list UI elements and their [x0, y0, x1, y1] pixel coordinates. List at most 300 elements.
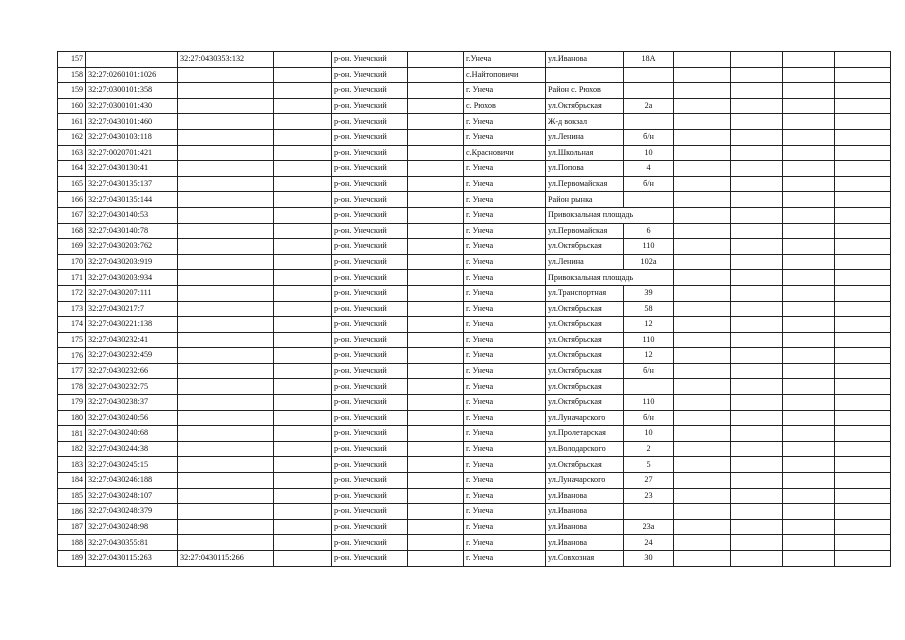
land-register-table — [57, 51, 891, 567]
empty-cell — [674, 426, 731, 442]
cadastral-number-cell: 32:27:0430135:144 — [86, 192, 178, 208]
empty-cell — [674, 67, 731, 83]
settlement-cell: г. Унеча — [464, 270, 546, 286]
settlement-cell: г. Унеча — [464, 223, 546, 239]
empty-cell — [408, 114, 464, 130]
cadastral-number-cell: 32:27:0430140:78 — [86, 223, 178, 239]
empty-cell — [783, 301, 835, 317]
table-row — [58, 176, 891, 192]
district-cell: р-он. Унечский — [332, 488, 408, 504]
empty-cell — [274, 535, 332, 551]
empty-cell — [731, 223, 783, 239]
empty-cell — [731, 426, 783, 442]
street-cell: Привокзальная площадь — [546, 207, 674, 223]
empty-cell — [731, 441, 783, 457]
empty-cell — [674, 83, 731, 99]
row-number-cell: 189 — [58, 551, 86, 567]
empty-cell — [783, 348, 835, 364]
empty-cell — [835, 426, 891, 442]
related-cadastral-cell — [178, 239, 274, 255]
cadastral-number-cell: 32:27:0430246:188 — [86, 473, 178, 489]
table-row — [58, 426, 891, 442]
empty-cell — [674, 129, 731, 145]
empty-cell — [731, 83, 783, 99]
empty-cell — [408, 519, 464, 535]
empty-cell — [835, 285, 891, 301]
empty-cell — [408, 395, 464, 411]
house-number-cell: 102а — [624, 254, 674, 270]
settlement-cell: г. Унеча — [464, 176, 546, 192]
empty-cell — [674, 207, 731, 223]
cadastral-number-cell: 32:27:0430115:263 — [86, 551, 178, 567]
row-number-cell: 181 — [58, 426, 86, 442]
empty-cell — [783, 363, 835, 379]
row-number-cell: 162 — [58, 129, 86, 145]
empty-cell — [274, 254, 332, 270]
related-cadastral-cell — [178, 504, 274, 520]
empty-cell — [408, 83, 464, 99]
house-number-cell: 24 — [624, 535, 674, 551]
table-row — [58, 192, 891, 208]
street-cell: Ж-д вокзал — [546, 114, 624, 130]
table-row — [58, 98, 891, 114]
empty-cell — [783, 207, 835, 223]
empty-cell — [783, 67, 835, 83]
district-cell: р-он. Унечский — [332, 98, 408, 114]
street-cell: ул.Транспортная — [546, 285, 624, 301]
row-number-cell: 159 — [58, 83, 86, 99]
empty-cell — [731, 332, 783, 348]
settlement-cell: с.Найтоповичи — [464, 67, 546, 83]
empty-cell — [274, 301, 332, 317]
row-number-cell: 179 — [58, 395, 86, 411]
empty-cell — [674, 363, 731, 379]
house-number-cell: б/н — [624, 176, 674, 192]
related-cadastral-cell — [178, 83, 274, 99]
district-cell: р-он. Унечский — [332, 473, 408, 489]
empty-cell — [731, 363, 783, 379]
table-row — [58, 535, 891, 551]
row-number-cell: 183 — [58, 457, 86, 473]
cadastral-number-cell: 32:27:0430244:38 — [86, 441, 178, 457]
district-cell: р-он. Унечский — [332, 317, 408, 333]
district-cell: р-он. Унечский — [332, 176, 408, 192]
house-number-cell: 110 — [624, 395, 674, 411]
empty-cell — [408, 348, 464, 364]
empty-cell — [408, 145, 464, 161]
cadastral-number-cell: 32:27:0430103:118 — [86, 129, 178, 145]
empty-cell — [274, 488, 332, 504]
row-number-cell: 161 — [58, 114, 86, 130]
cadastral-number-cell: 32:27:0430232:66 — [86, 363, 178, 379]
related-cadastral-cell — [178, 348, 274, 364]
empty-cell — [835, 301, 891, 317]
house-number-cell: 110 — [624, 239, 674, 255]
empty-cell — [783, 254, 835, 270]
cadastral-number-cell: 32:27:0430140:53 — [86, 207, 178, 223]
street-cell: ул.Володарского — [546, 441, 624, 457]
empty-cell — [783, 410, 835, 426]
empty-cell — [783, 145, 835, 161]
empty-cell — [783, 441, 835, 457]
district-cell: р-он. Унечский — [332, 207, 408, 223]
table-row — [58, 239, 891, 255]
street-cell: ул.Октябрьская — [546, 317, 624, 333]
empty-cell — [783, 395, 835, 411]
house-number-cell: 18А — [624, 52, 674, 68]
street-cell: Район с. Рюхов — [546, 83, 624, 99]
street-cell: ул.Луначарского — [546, 410, 624, 426]
cadastral-number-cell — [86, 52, 178, 68]
empty-cell — [835, 473, 891, 489]
cadastral-number-cell: 32:27:0430232:75 — [86, 379, 178, 395]
empty-cell — [731, 395, 783, 411]
empty-cell — [835, 317, 891, 333]
row-number-cell: 164 — [58, 161, 86, 177]
related-cadastral-cell — [178, 473, 274, 489]
empty-cell — [731, 114, 783, 130]
empty-cell — [783, 332, 835, 348]
empty-cell — [783, 52, 835, 68]
settlement-cell: г. Унеча — [464, 457, 546, 473]
settlement-cell: с.Красновичи — [464, 145, 546, 161]
empty-cell — [674, 410, 731, 426]
empty-cell — [835, 145, 891, 161]
district-cell: р-он. Унечский — [332, 67, 408, 83]
row-number-cell: 170 — [58, 254, 86, 270]
related-cadastral-cell — [178, 488, 274, 504]
row-number-cell: 168 — [58, 223, 86, 239]
table-row — [58, 410, 891, 426]
empty-cell — [783, 161, 835, 177]
house-number-cell: 10 — [624, 145, 674, 161]
empty-cell — [274, 207, 332, 223]
district-cell: р-он. Унечский — [332, 457, 408, 473]
related-cadastral-cell — [178, 145, 274, 161]
empty-cell — [674, 535, 731, 551]
empty-cell — [408, 504, 464, 520]
settlement-cell: г. Унеча — [464, 441, 546, 457]
empty-cell — [835, 161, 891, 177]
cadastral-number-cell: 32:27:0300101:430 — [86, 98, 178, 114]
empty-cell — [274, 551, 332, 567]
empty-cell — [274, 129, 332, 145]
street-cell: ул.Ленина — [546, 129, 624, 145]
cadastral-number-cell: 32:27:0430238:37 — [86, 395, 178, 411]
empty-cell — [274, 519, 332, 535]
settlement-cell: г. Унеча — [464, 114, 546, 130]
cadastral-number-cell: 32:27:0430207:111 — [86, 285, 178, 301]
empty-cell — [731, 317, 783, 333]
empty-cell — [731, 239, 783, 255]
table-row — [58, 270, 891, 286]
empty-cell — [835, 67, 891, 83]
cadastral-number-cell: 32:27:0430240:56 — [86, 410, 178, 426]
empty-cell — [674, 395, 731, 411]
empty-cell — [274, 332, 332, 348]
empty-cell — [731, 535, 783, 551]
empty-cell — [674, 98, 731, 114]
empty-cell — [783, 379, 835, 395]
related-cadastral-cell — [178, 519, 274, 535]
street-cell: Район рынка — [546, 192, 624, 208]
table-row — [58, 285, 891, 301]
empty-cell — [408, 363, 464, 379]
row-number-cell: 165 — [58, 176, 86, 192]
table-row — [58, 488, 891, 504]
empty-cell — [674, 254, 731, 270]
empty-cell — [731, 67, 783, 83]
table-row — [58, 52, 891, 68]
related-cadastral-cell — [178, 332, 274, 348]
related-cadastral-cell — [178, 285, 274, 301]
cadastral-number-cell: 32:27:0020701:421 — [86, 145, 178, 161]
empty-cell — [731, 98, 783, 114]
empty-cell — [674, 301, 731, 317]
cadastral-number-cell: 32:27:0430248:107 — [86, 488, 178, 504]
row-number-cell: 166 — [58, 192, 86, 208]
empty-cell — [783, 473, 835, 489]
street-cell: ул.Октябрьская — [546, 301, 624, 317]
empty-cell — [674, 317, 731, 333]
row-number-cell: 160 — [58, 98, 86, 114]
empty-cell — [731, 410, 783, 426]
house-number-cell — [624, 67, 674, 83]
table-row — [58, 363, 891, 379]
house-number-cell: 5 — [624, 457, 674, 473]
district-cell: р-он. Унечский — [332, 83, 408, 99]
cadastral-number-cell: 32:27:0430130:41 — [86, 161, 178, 177]
district-cell: р-он. Унечский — [332, 504, 408, 520]
street-cell: ул.Иванова — [546, 535, 624, 551]
table-row — [58, 129, 891, 145]
empty-cell — [835, 129, 891, 145]
related-cadastral-cell — [178, 254, 274, 270]
empty-cell — [674, 145, 731, 161]
empty-cell — [674, 551, 731, 567]
street-cell: ул.Иванова — [546, 52, 624, 68]
empty-cell — [783, 488, 835, 504]
settlement-cell: г. Унеча — [464, 410, 546, 426]
district-cell: р-он. Унечский — [332, 395, 408, 411]
empty-cell — [731, 129, 783, 145]
cadastral-number-cell: 32:27:0430221:138 — [86, 317, 178, 333]
cadastral-number-cell: 32:27:0260101:1026 — [86, 67, 178, 83]
table-row — [58, 332, 891, 348]
table-body — [58, 52, 891, 567]
empty-cell — [835, 488, 891, 504]
table-row — [58, 395, 891, 411]
empty-cell — [835, 379, 891, 395]
cadastral-number-cell: 32:27:0430232:41 — [86, 332, 178, 348]
empty-cell — [408, 52, 464, 68]
row-number-cell: 172 — [58, 285, 86, 301]
empty-cell — [674, 519, 731, 535]
related-cadastral-cell — [178, 457, 274, 473]
street-cell: ул.Ленина — [546, 254, 624, 270]
row-number-cell: 180 — [58, 410, 86, 426]
empty-cell — [835, 410, 891, 426]
street-cell: ул.Октябрьская — [546, 363, 624, 379]
house-number-cell: 2 — [624, 441, 674, 457]
empty-cell — [674, 52, 731, 68]
settlement-cell: г. Унеча — [464, 285, 546, 301]
empty-cell — [835, 270, 891, 286]
empty-cell — [408, 317, 464, 333]
table-row — [58, 379, 891, 395]
empty-cell — [731, 285, 783, 301]
related-cadastral-cell — [178, 317, 274, 333]
empty-cell — [408, 488, 464, 504]
house-number-cell: б/н — [624, 410, 674, 426]
empty-cell — [731, 192, 783, 208]
empty-cell — [408, 176, 464, 192]
empty-cell — [274, 52, 332, 68]
table-row — [58, 223, 891, 239]
empty-cell — [674, 441, 731, 457]
empty-cell — [674, 457, 731, 473]
house-number-cell: б/н — [624, 129, 674, 145]
table-row — [58, 348, 891, 364]
cadastral-number-cell: 32:27:0430203:762 — [86, 239, 178, 255]
empty-cell — [274, 239, 332, 255]
empty-cell — [835, 519, 891, 535]
house-number-cell: 4 — [624, 161, 674, 177]
cadastral-number-cell: 32:27:0430217:7 — [86, 301, 178, 317]
empty-cell — [731, 254, 783, 270]
empty-cell — [731, 551, 783, 567]
district-cell: р-он. Унечский — [332, 426, 408, 442]
row-number-cell: 186 — [58, 504, 86, 520]
street-cell: ул.Первомайская — [546, 176, 624, 192]
empty-cell — [731, 145, 783, 161]
empty-cell — [274, 363, 332, 379]
empty-cell — [835, 535, 891, 551]
cadastral-number-cell: 32:27:0430203:934 — [86, 270, 178, 286]
empty-cell — [731, 348, 783, 364]
street-cell: ул.Октябрьская — [546, 457, 624, 473]
row-number-cell: 167 — [58, 207, 86, 223]
empty-cell — [783, 270, 835, 286]
empty-cell — [835, 332, 891, 348]
street-cell: ул.Иванова — [546, 504, 624, 520]
empty-cell — [408, 535, 464, 551]
settlement-cell: г. Унеча — [464, 192, 546, 208]
settlement-cell: г. Унеча — [464, 129, 546, 145]
table-row — [58, 473, 891, 489]
settlement-cell: г. Унеча — [464, 317, 546, 333]
street-cell: ул.Совхозная — [546, 551, 624, 567]
empty-cell — [731, 301, 783, 317]
empty-cell — [408, 192, 464, 208]
row-number-cell: 184 — [58, 473, 86, 489]
settlement-cell: г. Унеча — [464, 83, 546, 99]
empty-cell — [731, 519, 783, 535]
district-cell: р-он. Унечский — [332, 379, 408, 395]
empty-cell — [783, 129, 835, 145]
house-number-cell — [624, 83, 674, 99]
related-cadastral-cell — [178, 223, 274, 239]
empty-cell — [783, 176, 835, 192]
empty-cell — [408, 67, 464, 83]
empty-cell — [408, 254, 464, 270]
empty-cell — [408, 410, 464, 426]
house-number-cell: 39 — [624, 285, 674, 301]
table-row — [58, 67, 891, 83]
related-cadastral-cell — [178, 161, 274, 177]
cadastral-number-cell: 32:27:0300101:358 — [86, 83, 178, 99]
settlement-cell: г. Унеча — [464, 504, 546, 520]
empty-cell — [731, 270, 783, 286]
related-cadastral-cell: 32:27:0430353:132 — [178, 52, 274, 68]
empty-cell — [408, 129, 464, 145]
related-cadastral-cell — [178, 379, 274, 395]
table-row — [58, 114, 891, 130]
empty-cell — [835, 52, 891, 68]
settlement-cell: г. Унеча — [464, 395, 546, 411]
cadastral-number-cell: 32:27:0430232:459 — [86, 348, 178, 364]
empty-cell — [274, 67, 332, 83]
empty-cell — [783, 239, 835, 255]
district-cell: р-он. Унечский — [332, 441, 408, 457]
table-row — [58, 457, 891, 473]
house-number-cell: 12 — [624, 317, 674, 333]
empty-cell — [674, 239, 731, 255]
street-cell: ул.Октябрьская — [546, 98, 624, 114]
empty-cell — [408, 457, 464, 473]
district-cell: р-он. Унечский — [332, 285, 408, 301]
empty-cell — [408, 379, 464, 395]
settlement-cell: г. Унеча — [464, 379, 546, 395]
empty-cell — [408, 332, 464, 348]
empty-cell — [835, 363, 891, 379]
row-number-cell: 188 — [58, 535, 86, 551]
empty-cell — [783, 457, 835, 473]
related-cadastral-cell — [178, 192, 274, 208]
row-number-cell: 178 — [58, 379, 86, 395]
related-cadastral-cell — [178, 426, 274, 442]
row-number-cell: 175 — [58, 332, 86, 348]
cadastral-number-cell: 32:27:0430355:81 — [86, 535, 178, 551]
empty-cell — [274, 145, 332, 161]
street-cell: ул.Попова — [546, 161, 624, 177]
empty-cell — [408, 270, 464, 286]
table-row — [58, 301, 891, 317]
related-cadastral-cell — [178, 441, 274, 457]
house-number-cell: 23 — [624, 488, 674, 504]
empty-cell — [783, 83, 835, 99]
empty-cell — [274, 473, 332, 489]
cadastral-number-cell: 32:27:0430240:68 — [86, 426, 178, 442]
empty-cell — [274, 176, 332, 192]
empty-cell — [274, 410, 332, 426]
house-number-cell: 110 — [624, 332, 674, 348]
empty-cell — [274, 379, 332, 395]
empty-cell — [731, 457, 783, 473]
empty-cell — [274, 192, 332, 208]
house-number-cell: 6 — [624, 223, 674, 239]
empty-cell — [674, 379, 731, 395]
empty-cell — [783, 317, 835, 333]
empty-cell — [783, 535, 835, 551]
house-number-cell — [624, 192, 674, 208]
empty-cell — [274, 270, 332, 286]
table-row — [58, 145, 891, 161]
house-number-cell: 30 — [624, 551, 674, 567]
related-cadastral-cell — [178, 98, 274, 114]
empty-cell — [674, 488, 731, 504]
empty-cell — [731, 379, 783, 395]
